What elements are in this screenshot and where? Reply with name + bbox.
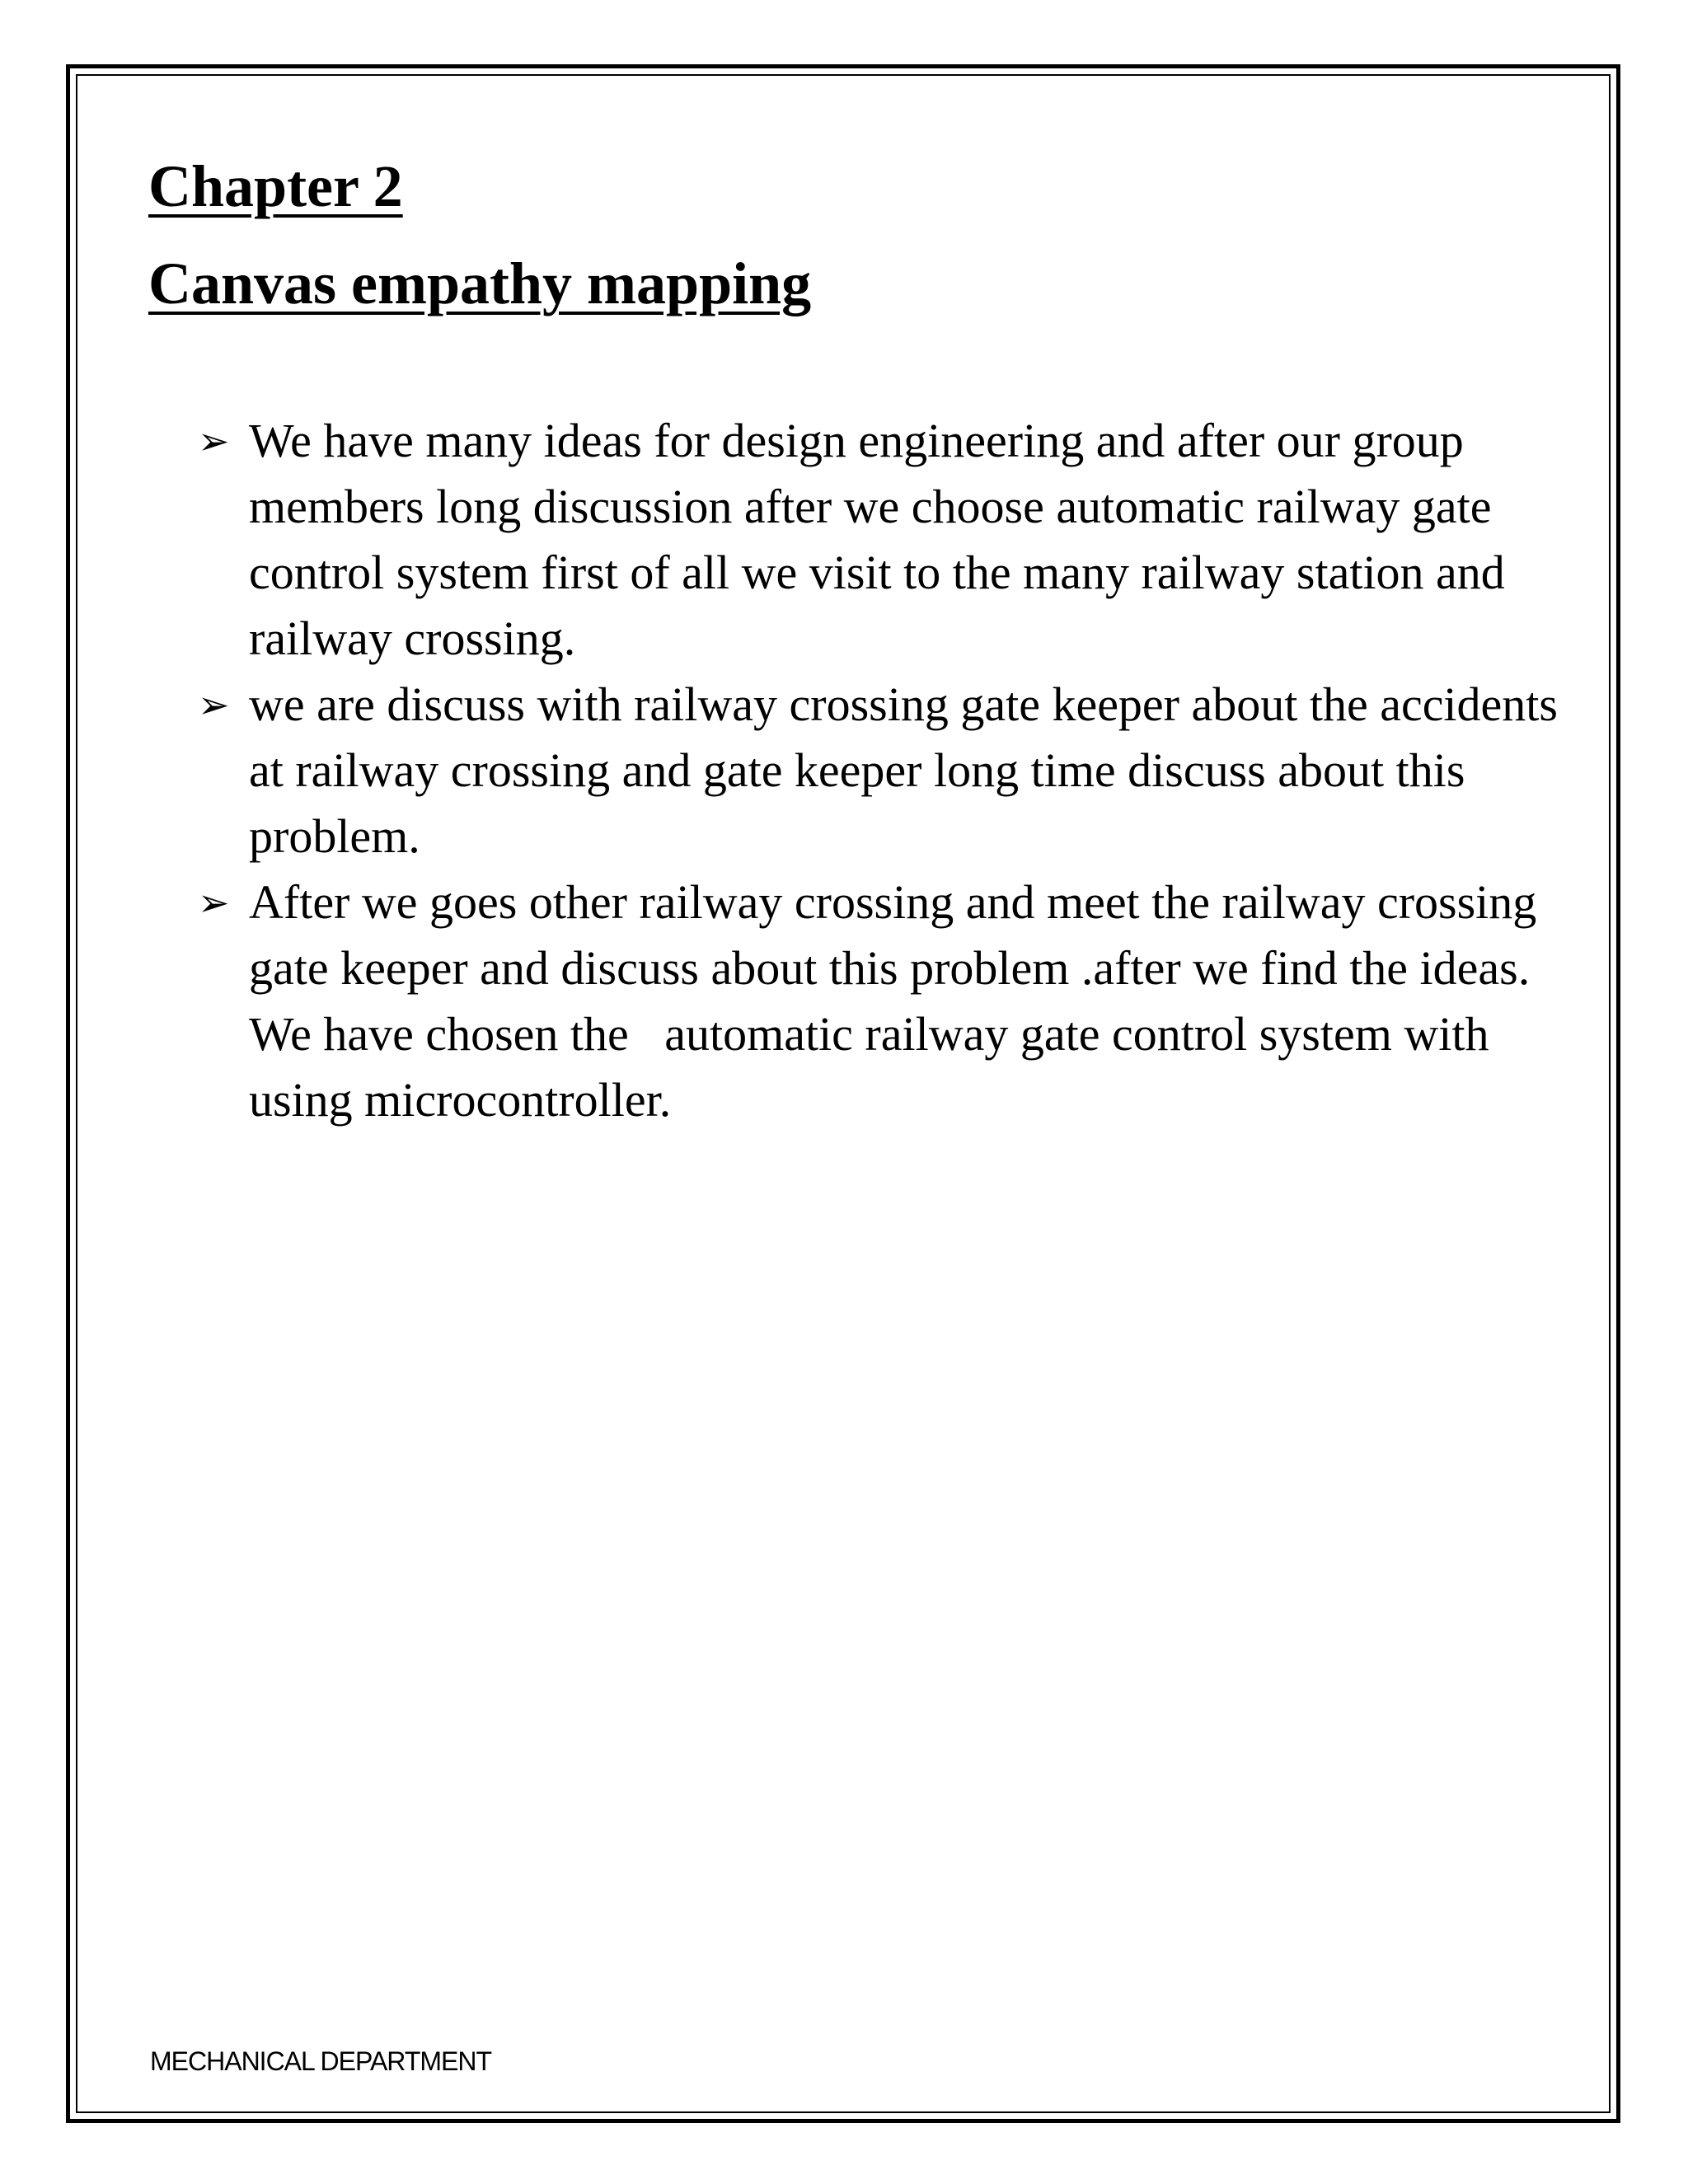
chapter-title: Chapter 2 (148, 153, 403, 219)
list-item (198, 869, 1566, 1133)
bullet-list (198, 408, 1570, 1133)
list-item (198, 408, 1566, 672)
list-item (198, 672, 1570, 869)
page-footer: MECHANICAL DEPARTMENT (150, 2046, 492, 2076)
arrow-bullet-icon: ➢ (198, 419, 230, 463)
bullet-text: we are discuss with railway crossing gate keeper about the accidents at railway crossing and gate keeper long time discuss about this problem. (249, 677, 1570, 863)
bullet-text: After we goes other railway crossing and meet the railway crossing gate keeper and discuss about this problem .after we find the ideas. We have chosen the automatic railway gate control system with using microcontroller. (249, 875, 1549, 1127)
arrow-bullet-icon: ➢ (198, 880, 230, 925)
bullet-text: We have many ideas for design engineering and after our group members long discussion after we choose automatic railway gate control system first of all we visit to the many railway station and railway crossing. (249, 414, 1517, 665)
section-title: Canvas empathy mapping (148, 251, 812, 316)
arrow-bullet-icon: ➢ (198, 682, 230, 727)
